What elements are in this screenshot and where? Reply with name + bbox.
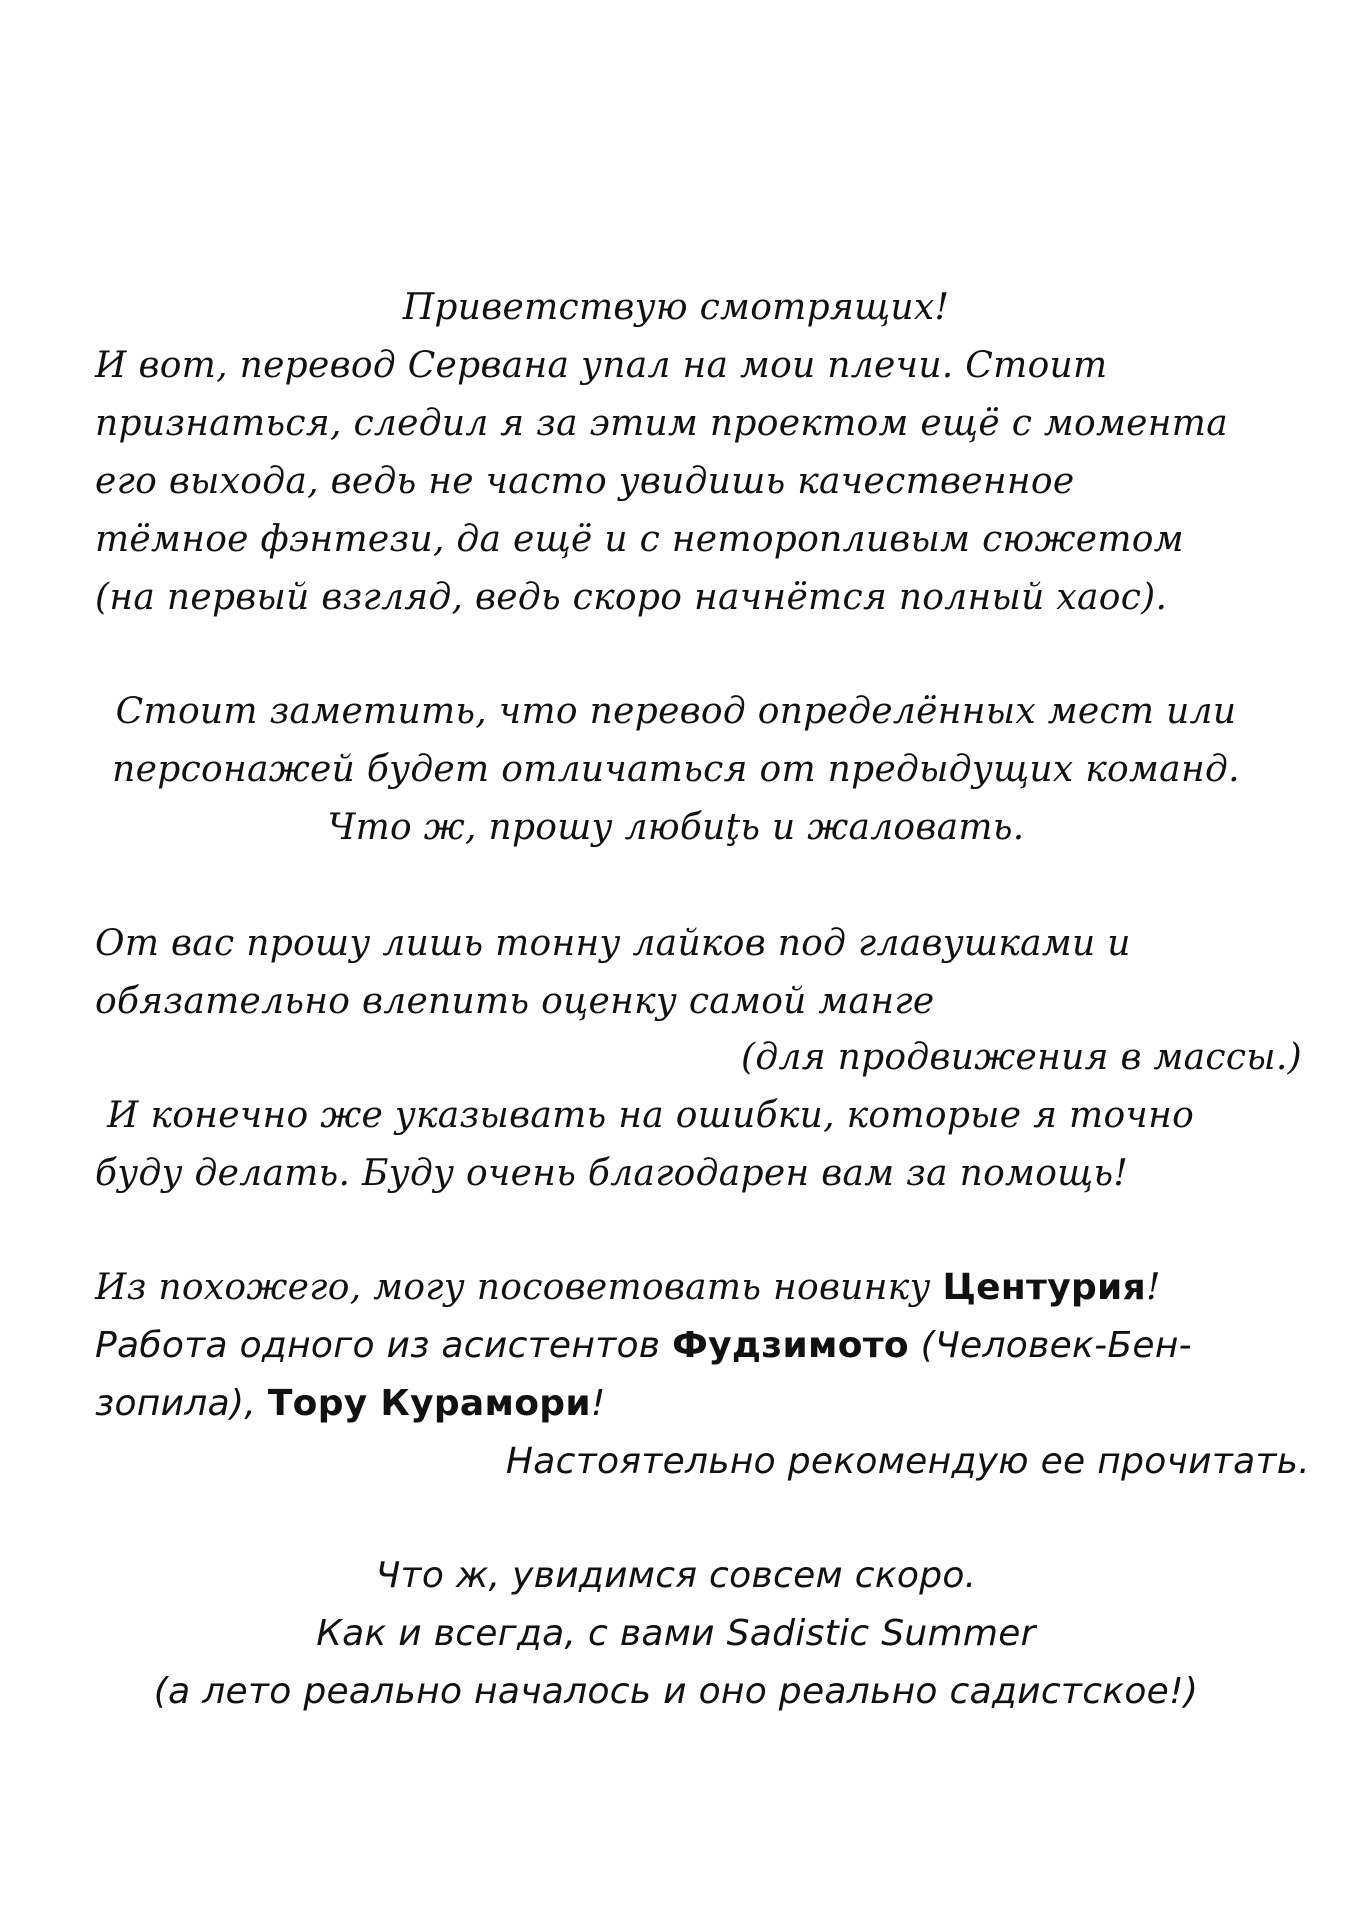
intro-line-1: И вот, перевод Сервана упал на мои плечи. Стоит [95,345,1108,386]
request-line-3: (для продвижения в массы.) [741,1037,1302,1078]
request-line-4: И конечно же указывать на ошибки, которые я точно [107,1095,1195,1136]
recommendation-line-3: зопила), Тору Курамори! [95,1383,606,1424]
intro-line-4: тёмное фэнтези, да ещё и с неторопливым сюжетом [95,519,1184,560]
recommendation-line-1: Из похожего, могу посоветовать новинку Центурия! [95,1267,1161,1308]
closing-line-2: Как и всегда, с вами Sadistic Summer [316,1613,1036,1654]
recommendation-line-4: Настоятельно рекомендую ее прочитать. [505,1441,1310,1482]
request-line-1: От вас прошу лишь тонну лайков под главушками и [95,923,1131,964]
greeting: Приветствую смотрящих! [402,287,950,328]
recommendation-line-2: Работа одного из асистентов Фудзимото (Человек-Бен- [95,1325,1192,1366]
request-line-2: обязательно влепить оценку самой манге [95,981,935,1022]
intro-line-2: признаться, следил я за этим проектом ещё с момента [95,403,1228,444]
intro-line-3: его выхода, ведь не часто увидишь качественное [95,461,1075,502]
note-line-3: Что ж, прошу любиţь и жаловать. [327,807,1025,848]
note-line-2: персонажей будет отличаться от предыдущих команд. [112,749,1240,790]
manga-title-centuria: Центурия [942,1267,1146,1308]
note-line-1: Стоит заметить, что перевод определённых мест или [115,691,1237,732]
author-fujimoto: Фудзимото [672,1325,909,1366]
author-kuramori: Тору Курамори [267,1383,591,1424]
intro-line-5: (на первый взгляд, ведь скоро начнётся полный хаос). [95,577,1168,618]
closing-line-1: Что ж, увидимся совсем скоро. [375,1555,977,1596]
closing-line-3: (а лето реально началось и оно реально садистское!) [153,1671,1199,1712]
request-line-5: буду делать. Буду очень благодарен вам за помощь! [95,1153,1129,1194]
